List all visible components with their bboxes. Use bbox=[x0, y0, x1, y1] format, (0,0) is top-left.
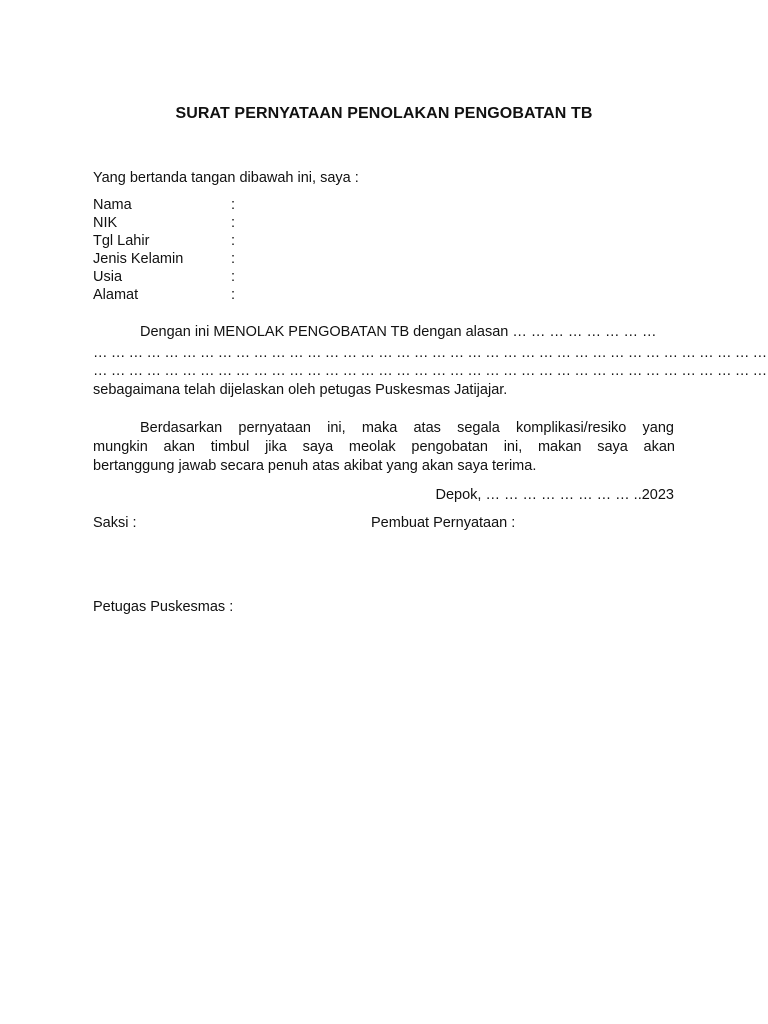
declarant-label: Pembuat Pernyataan : bbox=[371, 515, 516, 531]
field-colon: : bbox=[231, 287, 236, 303]
field-label: NIK bbox=[93, 215, 118, 231]
field-colon: : bbox=[231, 215, 236, 231]
refusal-line-3: … … … … … … … … … … … … … … … … … … … … … … … … … … … … … … … … … … … … … … bbox=[93, 363, 767, 379]
refusal-line-2: … … … … … … … … … … … … … … … … … … … … … … … … … … … … … … … … … … … … … … bbox=[93, 345, 767, 361]
field-jenis-kelamin bbox=[93, 251, 393, 269]
field-label: Alamat bbox=[93, 287, 139, 303]
field-label: Nama bbox=[93, 197, 132, 213]
field-label: Usia bbox=[93, 269, 123, 285]
statement-line-2: mungkin akan timbul jika saya meolak pengobatan ini, makan saya akan bbox=[93, 439, 675, 455]
field-nama bbox=[93, 197, 393, 215]
document-title: SURAT PERNYATAAN PENOLAKAN PENGOBATAN TB bbox=[175, 105, 593, 122]
field-colon: : bbox=[231, 233, 236, 249]
field-tgl-lahir bbox=[93, 233, 393, 251]
place-date: Depok, … … … … … … … … ..2023 bbox=[435, 487, 674, 503]
field-colon: : bbox=[231, 251, 236, 267]
field-colon: : bbox=[231, 197, 236, 213]
field-colon: : bbox=[231, 269, 236, 285]
field-label: Tgl Lahir bbox=[93, 233, 150, 249]
field-label: Jenis Kelamin bbox=[93, 251, 184, 267]
field-nik bbox=[93, 215, 393, 233]
witness-label: Saksi : bbox=[93, 515, 137, 531]
statement-line-1: Berdasarkan pernyataan ini, maka atas segala komplikasi/resiko yang bbox=[140, 420, 674, 436]
refusal-line-4: sebagaimana telah dijelaskan oleh petugas Puskesmas Jatijajar. bbox=[93, 382, 508, 398]
officer-label: Petugas Puskesmas : bbox=[93, 599, 234, 615]
field-usia bbox=[93, 269, 393, 287]
intro-text: Yang bertanda tangan dibawah ini, saya : bbox=[93, 170, 359, 186]
field-alamat bbox=[93, 287, 393, 305]
statement-line-3: bertanggung jawab secara penuh atas akibat yang akan saya terima. bbox=[93, 458, 537, 474]
refusal-line-1: Dengan ini MENOLAK PENGOBATAN TB dengan alasan … … … … … … … … bbox=[140, 324, 657, 340]
